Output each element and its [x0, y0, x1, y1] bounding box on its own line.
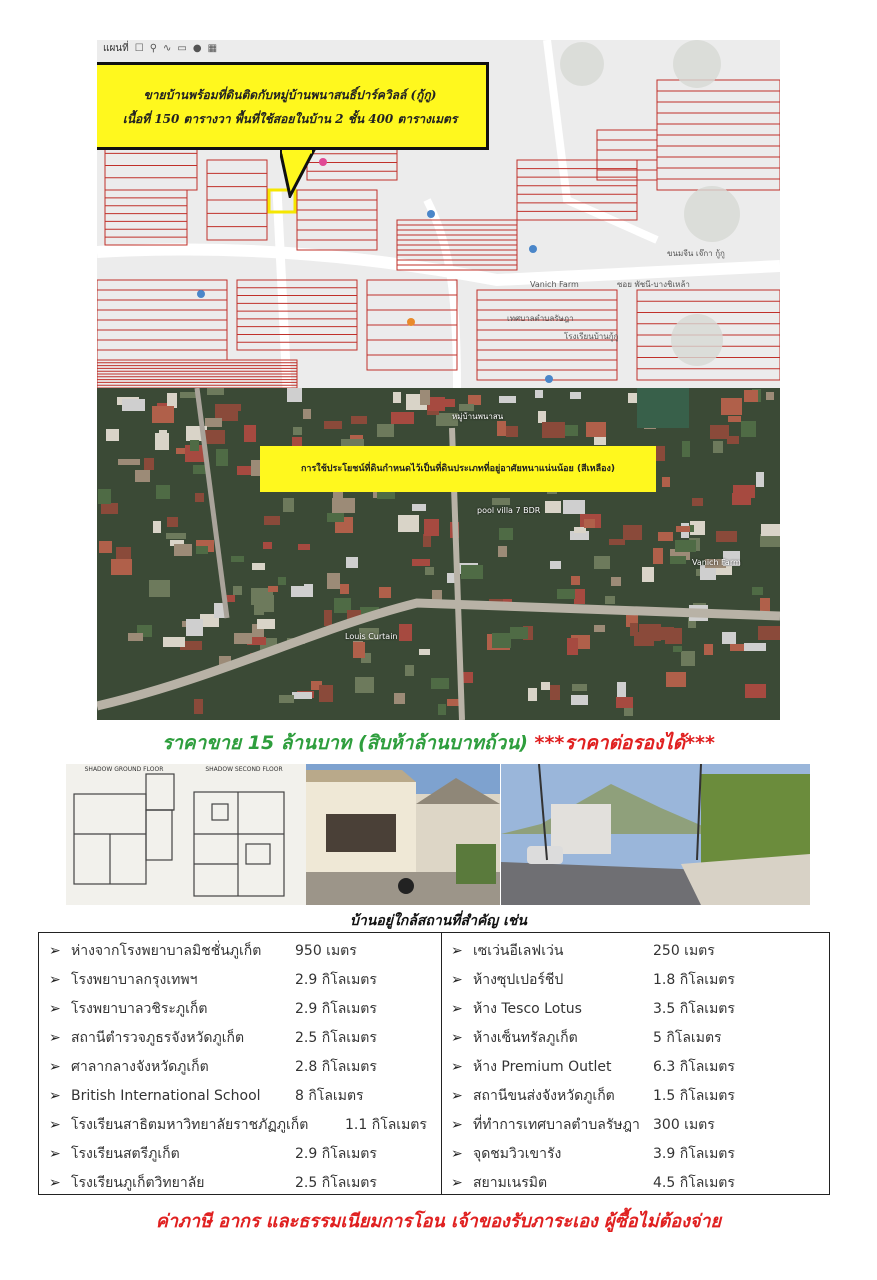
place-distance: 300 เมตร: [653, 1117, 715, 1133]
arrow-bullet-icon: ➢: [49, 1001, 61, 1017]
place-distance: 950 เมตร: [295, 943, 357, 959]
place-name: โรงเรียนภูเก็ตวิทยาลัย: [71, 1175, 205, 1191]
place-name: สถานีขนส่งจังหวัดภูเก็ต: [473, 1088, 615, 1104]
place-distance: 3.5 กิโลเมตร: [653, 1001, 735, 1017]
arrow-bullet-icon: ➢: [451, 1175, 463, 1191]
cadastral-map[interactable]: [97, 40, 780, 388]
nearby-row: [441, 937, 829, 966]
layers-icon[interactable]: ●: [192, 42, 202, 54]
arrow-bullet-icon: ➢: [49, 972, 61, 988]
place-distance: 2.5 กิโลเมตร: [295, 1030, 377, 1046]
place-pin-icon[interactable]: [427, 210, 435, 218]
arrow-bullet-icon: ➢: [49, 1146, 61, 1162]
place-name: ที่ทำการเทศบาลตำบลรัษฎา: [473, 1117, 640, 1133]
arrow-bullet-icon: ➢: [451, 943, 463, 959]
place-name: จุดชมวิวเขารัง: [473, 1146, 562, 1162]
price-text: ราคาขาย 15 ล้านบาท (สิบห้าล้านบาทถ้วน): [162, 732, 528, 754]
shop-pin-icon[interactable]: [319, 158, 327, 166]
arrow-bullet-icon: ➢: [451, 972, 463, 988]
nearby-row: [441, 1140, 829, 1169]
place-name: สยามเนรมิต: [473, 1175, 548, 1191]
place-name: ห่างจากโรงพยาบาลมิชชั่นภูเก็ต: [71, 943, 262, 959]
ground-floor-plan: [66, 764, 182, 905]
place-name: เซเว่นอีเลฟเว่น: [473, 943, 564, 959]
nearby-places-table: [38, 932, 830, 1195]
arrow-bullet-icon: ➢: [49, 1117, 61, 1133]
nearby-row: [39, 1053, 441, 1082]
nearby-row: [441, 995, 829, 1024]
arrow-bullet-icon: ➢: [49, 1175, 61, 1191]
callout-line-1: ขายบ้านพร้อมที่ดินติดกับหมู่บ้านพนาสนธิ์ปาร์ควิลล์ (กู้กู): [143, 88, 437, 102]
nearby-row: [39, 1169, 441, 1198]
nearby-right-column: [441, 933, 829, 1194]
satellite-imagery: [97, 388, 780, 720]
ground-floor-title: SHADOW GROUND FLOOR: [84, 766, 164, 773]
arrow-bullet-icon: ➢: [451, 1059, 463, 1075]
place-name: ห้าง Tesco Lotus: [473, 1001, 582, 1017]
map-toolbar: [97, 40, 303, 56]
place-pin-icon[interactable]: [197, 290, 205, 298]
nearby-row: [39, 1111, 441, 1140]
shape-icon[interactable]: ▭: [177, 42, 187, 54]
place-pin-icon[interactable]: [545, 375, 553, 383]
sale-callout: [97, 62, 489, 150]
menu-icon[interactable]: ▦: [207, 42, 218, 54]
transfer-fee-note: ค่าภาษี อากร และธรรมเนียมการโอน เจ้าของรับภาระเอง ผู้ซื้อไม่ต้องจ่าย: [155, 1211, 722, 1232]
place-name: โรงเรียนสาธิตมหาวิทยาลัยราชภัฏภูเก็ต: [71, 1117, 309, 1133]
marker-icon[interactable]: ⚲: [149, 42, 158, 54]
place-distance: 1.5 กิโลเมตร: [653, 1088, 735, 1104]
place-pin-icon[interactable]: [529, 245, 537, 253]
nearby-row: [441, 1024, 829, 1053]
second-floor-plan: [182, 764, 306, 905]
pointer-icon[interactable]: ☐: [134, 42, 144, 54]
nearby-row: [39, 1024, 441, 1053]
nearby-row: [39, 1140, 441, 1169]
sat-label-village[interactable]: หมู่บ้านพนาสน: [452, 412, 504, 421]
nearby-row: [39, 1082, 441, 1111]
nearby-row: [441, 966, 829, 995]
nearby-row: [441, 1053, 829, 1082]
place-distance: 250 เมตร: [653, 943, 715, 959]
nearby-row: [39, 995, 441, 1024]
street-photo: [501, 764, 810, 905]
arrow-bullet-icon: ➢: [451, 1030, 463, 1046]
arrow-bullet-icon: ➢: [451, 1088, 463, 1104]
place-distance: 2.9 กิโลเมตร: [295, 972, 377, 988]
place-distance: 4.5 กิโลเมตร: [653, 1175, 735, 1191]
place-name: โรงพยาบาลกรุงเทพฯ: [71, 972, 198, 988]
satellite-map[interactable]: [97, 388, 780, 720]
place-name: ห้างเซ็นทรัลภูเก็ต: [473, 1030, 578, 1046]
callout-pointer: [280, 150, 316, 198]
map-label-vanich-farm[interactable]: Vanich Farm: [530, 280, 579, 289]
place-name: ศาลากลางจังหวัดภูเก็ต: [71, 1059, 209, 1075]
place-name: ห้างซุปเปอร์ชีป: [473, 972, 564, 988]
second-floor-title: SHADOW SECOND FLOOR: [205, 766, 283, 773]
food-pin-icon[interactable]: [407, 318, 415, 326]
place-name: สถานีตำรวจภูธรจังหวัดภูเก็ต: [71, 1030, 245, 1046]
nearby-title: บ้านอยู่ใกล้สถานที่สำคัญ เช่น: [350, 913, 527, 929]
map-label-restaurant[interactable]: ขนมจีน เจ๊กา กู้กู: [667, 249, 725, 258]
arrow-bullet-icon: ➢: [49, 1088, 61, 1104]
zoning-note: การใช้ประโยชน์ที่ดินกำหนดไว้เป็นที่ดินประเภทที่อยู่อาศัยหนาแน่นน้อย (สีเหลือง): [260, 446, 656, 492]
nearby-row: [441, 1169, 829, 1198]
place-distance: 3.9 กิโลเมตร: [653, 1146, 735, 1162]
place-name: โรงพยาบาลวชิระภูเก็ต: [71, 1001, 208, 1017]
nearby-row: [39, 966, 441, 995]
arrow-bullet-icon: ➢: [49, 943, 61, 959]
place-distance: 6.3 กิโลเมตร: [653, 1059, 735, 1075]
place-distance: 1.1 กิโลเมตร: [345, 1117, 427, 1133]
place-distance: 2.8 กิโลเมตร: [295, 1059, 377, 1075]
arrow-bullet-icon: ➢: [451, 1117, 463, 1133]
arrow-bullet-icon: ➢: [451, 1146, 463, 1162]
map-label-municipality[interactable]: เทศบาลตำบลรัษฎา: [507, 314, 574, 323]
negotiable-text: ***ราคาต่อรองได้***: [534, 732, 715, 754]
map-label-road: ซอย พัชนี-บางชิเหล้า: [617, 280, 690, 289]
sat-label-curtain[interactable]: Louis Curtain: [345, 632, 398, 641]
place-distance: 1.8 กิโลเมตร: [653, 972, 735, 988]
place-distance: 5 กิโลเมตร: [653, 1030, 722, 1046]
place-name: British International School: [71, 1088, 261, 1104]
arrow-bullet-icon: ➢: [49, 1030, 61, 1046]
house-photo: [306, 764, 500, 905]
nearby-row: [39, 937, 441, 966]
nearby-row: [441, 1111, 829, 1140]
line-icon[interactable]: ∿: [163, 42, 172, 54]
nearby-row: [441, 1082, 829, 1111]
place-distance: 2.5 กิโลเมตร: [295, 1175, 377, 1191]
price-line: [0, 728, 877, 758]
arrow-bullet-icon: ➢: [451, 1001, 463, 1017]
place-distance: 8 กิโลเมตร: [295, 1088, 364, 1104]
nearby-left-column: [39, 933, 442, 1194]
place-name: ห้าง Premium Outlet: [473, 1059, 612, 1075]
map-label-school[interactable]: โรงเรียนบ้านกู้กู: [564, 332, 619, 341]
sat-label-pool-villa[interactable]: pool villa 7 BDR: [477, 506, 541, 515]
place-distance: 2.9 กิโลเมตร: [295, 1146, 377, 1162]
arrow-bullet-icon: ➢: [49, 1059, 61, 1075]
sat-label-vanich-farm[interactable]: Vanich Farm: [692, 558, 741, 567]
map-type-label[interactable]: แผนที่: [103, 42, 129, 54]
place-distance: 2.9 กิโลเมตร: [295, 1001, 377, 1017]
place-name: โรงเรียนสตรีภูเก็ต: [71, 1146, 180, 1162]
callout-line-2: เนื้อที่ 150 ตารางวา พื้นที่ใช้สอยในบ้าน 2 ชั้น 400 ตารางเมตร: [122, 112, 458, 126]
